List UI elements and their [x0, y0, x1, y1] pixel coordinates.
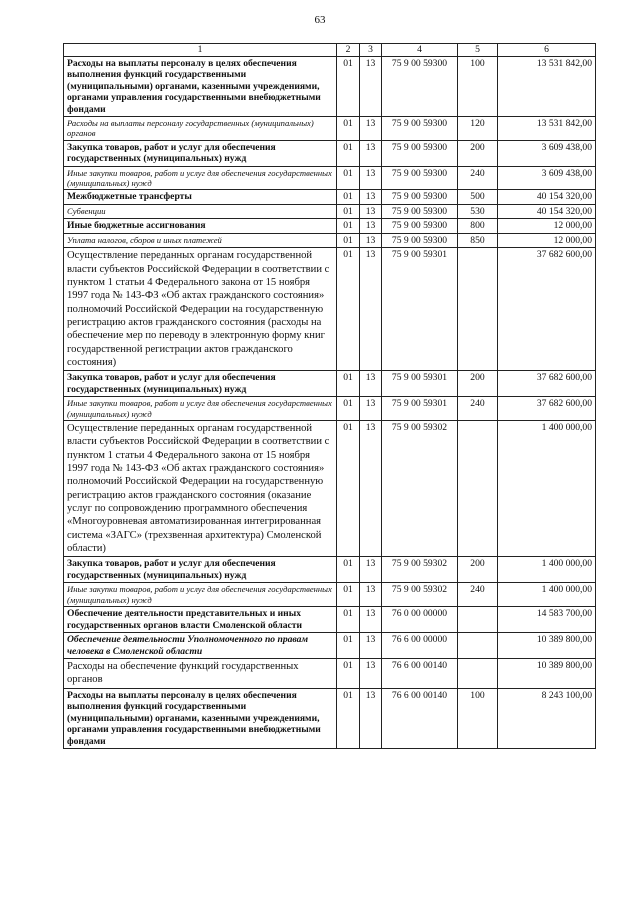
table-row: [64, 204, 596, 219]
row-target-article: 76 6 00 00140: [382, 659, 458, 689]
row-description: Расходы на выплаты персоналу в целях обеспечения выполнения функций государственными (муниципальными) органами, казенными учреждениями, органами управления государственными внебюджетными фондами: [64, 688, 337, 749]
header-col-1: 1: [64, 44, 337, 57]
row-subsection: 13: [360, 607, 382, 633]
row-expense-type: [458, 248, 498, 371]
row-target-article: 75 9 00 59300: [382, 56, 458, 117]
row-amount: 8 243 100,00: [498, 688, 596, 749]
row-amount: 10 389 800,00: [498, 633, 596, 659]
row-description: Расходы на выплаты персоналу в целях обеспечения выполнения функций государственными (муниципальными) органами, казенными учреждениями, органами управления государственными внебюджетными фондами: [64, 56, 337, 117]
row-expense-type: 200: [458, 140, 498, 166]
row-section: 01: [337, 190, 360, 205]
row-subsection: 13: [360, 583, 382, 607]
row-description: Иные закупки товаров, работ и услуг для обеспечения государственных (муниципальных) нужд: [64, 397, 337, 421]
row-section: 01: [337, 140, 360, 166]
row-amount: 13 531 842,00: [498, 117, 596, 141]
row-section: 01: [337, 166, 360, 190]
row-target-article: 75 9 00 59300: [382, 233, 458, 248]
row-target-article: 75 9 00 59302: [382, 557, 458, 583]
row-description: Иные бюджетные ассигнования: [64, 219, 337, 234]
row-section: 01: [337, 56, 360, 117]
row-description: Осуществление переданных органам государственной власти субъектов Российской Федерации в соответствии с пунктом 1 статьи 4 Федерального закона от 15 ноября 1997 года № 143-ФЗ «Об актах гражданского состояния» полномочий Российской Федерации на государственную регистрацию актов гражданского состояния (оказание услуг по сопровождению программного обеспечения «Многоуровневая автоматизированная интегрированная система «ЗАГС» (трехзвенная архитектура) Смоленской области): [64, 420, 337, 556]
table-row: [64, 219, 596, 234]
row-subsection: 13: [360, 117, 382, 141]
row-expense-type: 100: [458, 56, 498, 117]
row-subsection: 13: [360, 633, 382, 659]
row-target-article: 76 0 00 00000: [382, 607, 458, 633]
row-section: 01: [337, 633, 360, 659]
table-row: [64, 233, 596, 248]
row-amount: 1 400 000,00: [498, 420, 596, 556]
table-row: [64, 633, 596, 659]
row-section: 01: [337, 219, 360, 234]
row-section: 01: [337, 117, 360, 141]
row-description: Осуществление переданных органам государственной власти субъектов Российской Федерации в соответствии с пунктом 1 статьи 4 Федерального закона от 15 ноября 1997 года № 143-ФЗ «Об актах гражданского состояния» полномочий Российской Федерации на государственную регистрацию актов гражданского состояния (расходы на обеспечение мер по переводу в электронную форму книг государственной регистрации актов гражданского состояния): [64, 248, 337, 371]
budget-table: [63, 43, 596, 749]
table-row: [64, 190, 596, 205]
row-description: Уплата налогов, сборов и иных платежей: [64, 233, 337, 248]
row-expense-type: 100: [458, 688, 498, 749]
row-description: Расходы на выплаты персоналу государственных (муниципальных) органов: [64, 117, 337, 141]
row-expense-type: 850: [458, 233, 498, 248]
table-row: [64, 420, 596, 556]
row-amount: 40 154 320,00: [498, 190, 596, 205]
row-subsection: 13: [360, 140, 382, 166]
row-subsection: 13: [360, 248, 382, 371]
header-col-4: 4: [382, 44, 458, 57]
header-col-5: 5: [458, 44, 498, 57]
row-description: Закупка товаров, работ и услуг для обеспечения государственных (муниципальных) нужд: [64, 371, 337, 397]
row-target-article: 75 9 00 59300: [382, 204, 458, 219]
row-section: 01: [337, 397, 360, 421]
row-target-article: 75 9 00 59301: [382, 397, 458, 421]
row-subsection: 13: [360, 56, 382, 117]
row-description: Межбюджетные трансферты: [64, 190, 337, 205]
row-amount: 37 682 600,00: [498, 248, 596, 371]
row-amount: 10 389 800,00: [498, 659, 596, 689]
table-row: [64, 56, 596, 117]
table-row: [64, 117, 596, 141]
row-subsection: 13: [360, 420, 382, 556]
page-number: 63: [314, 14, 326, 26]
row-subsection: 13: [360, 659, 382, 689]
row-amount: 3 609 438,00: [498, 166, 596, 190]
row-target-article: 75 9 00 59300: [382, 190, 458, 205]
row-description: Обеспечение деятельности представительных и иных государственных органов власти Смоленской области: [64, 607, 337, 633]
row-amount: 37 682 600,00: [498, 397, 596, 421]
row-description: Субвенции: [64, 204, 337, 219]
header-col-2: 2: [337, 44, 360, 57]
row-expense-type: 240: [458, 166, 498, 190]
row-target-article: 75 9 00 59302: [382, 420, 458, 556]
row-section: 01: [337, 248, 360, 371]
row-subsection: 13: [360, 166, 382, 190]
row-subsection: 13: [360, 371, 382, 397]
row-expense-type: 530: [458, 204, 498, 219]
row-target-article: 75 9 00 59301: [382, 371, 458, 397]
row-subsection: 13: [360, 204, 382, 219]
row-subsection: 13: [360, 190, 382, 205]
row-expense-type: [458, 633, 498, 659]
row-expense-type: 800: [458, 219, 498, 234]
table-row: [64, 659, 596, 689]
row-target-article: 75 9 00 59300: [382, 219, 458, 234]
row-target-article: 75 9 00 59300: [382, 140, 458, 166]
row-section: 01: [337, 688, 360, 749]
row-amount: 1 400 000,00: [498, 557, 596, 583]
table-row: [64, 166, 596, 190]
row-expense-type: 500: [458, 190, 498, 205]
row-amount: 37 682 600,00: [498, 371, 596, 397]
row-expense-type: 200: [458, 557, 498, 583]
row-expense-type: [458, 607, 498, 633]
row-subsection: 13: [360, 233, 382, 248]
table-row: [64, 248, 596, 371]
row-amount: 3 609 438,00: [498, 140, 596, 166]
row-target-article: 75 9 00 59301: [382, 248, 458, 371]
row-subsection: 13: [360, 557, 382, 583]
row-target-article: 75 9 00 59300: [382, 117, 458, 141]
row-section: 01: [337, 557, 360, 583]
row-amount: 12 000,00: [498, 233, 596, 248]
row-expense-type: [458, 420, 498, 556]
row-expense-type: 120: [458, 117, 498, 141]
table-header-row: [64, 44, 596, 57]
row-section: 01: [337, 420, 360, 556]
row-description: Расходы на обеспечение функций государственных органов: [64, 659, 337, 689]
row-target-article: 75 9 00 59300: [382, 166, 458, 190]
table-row: [64, 583, 596, 607]
row-expense-type: 240: [458, 397, 498, 421]
row-amount: 1 400 000,00: [498, 583, 596, 607]
table-row: [64, 607, 596, 633]
row-subsection: 13: [360, 397, 382, 421]
header-col-6: 6: [498, 44, 596, 57]
row-amount: 40 154 320,00: [498, 204, 596, 219]
row-section: 01: [337, 583, 360, 607]
row-amount: 14 583 700,00: [498, 607, 596, 633]
table-row: [64, 371, 596, 397]
row-description: Иные закупки товаров, работ и услуг для обеспечения государственных (муниципальных) нужд: [64, 166, 337, 190]
row-expense-type: [458, 659, 498, 689]
row-amount: 12 000,00: [498, 219, 596, 234]
row-section: 01: [337, 659, 360, 689]
header-col-3: 3: [360, 44, 382, 57]
row-description: Обеспечение деятельности Уполномоченного по правам человека в Смоленской области: [64, 633, 337, 659]
row-section: 01: [337, 204, 360, 219]
row-description: Закупка товаров, работ и услуг для обеспечения государственных (муниципальных) нужд: [64, 557, 337, 583]
table-row: [64, 140, 596, 166]
row-section: 01: [337, 607, 360, 633]
table-row: [64, 397, 596, 421]
row-description: Закупка товаров, работ и услуг для обеспечения государственных (муниципальных) нужд: [64, 140, 337, 166]
table-row: [64, 557, 596, 583]
row-target-article: 76 6 00 00140: [382, 688, 458, 749]
row-expense-type: 200: [458, 371, 498, 397]
row-subsection: 13: [360, 688, 382, 749]
row-section: 01: [337, 371, 360, 397]
row-expense-type: 240: [458, 583, 498, 607]
row-target-article: 76 6 00 00000: [382, 633, 458, 659]
row-description: Иные закупки товаров, работ и услуг для обеспечения государственных (муниципальных) нужд: [64, 583, 337, 607]
table-row: [64, 688, 596, 749]
row-section: 01: [337, 233, 360, 248]
row-amount: 13 531 842,00: [498, 56, 596, 117]
row-target-article: 75 9 00 59302: [382, 583, 458, 607]
row-subsection: 13: [360, 219, 382, 234]
